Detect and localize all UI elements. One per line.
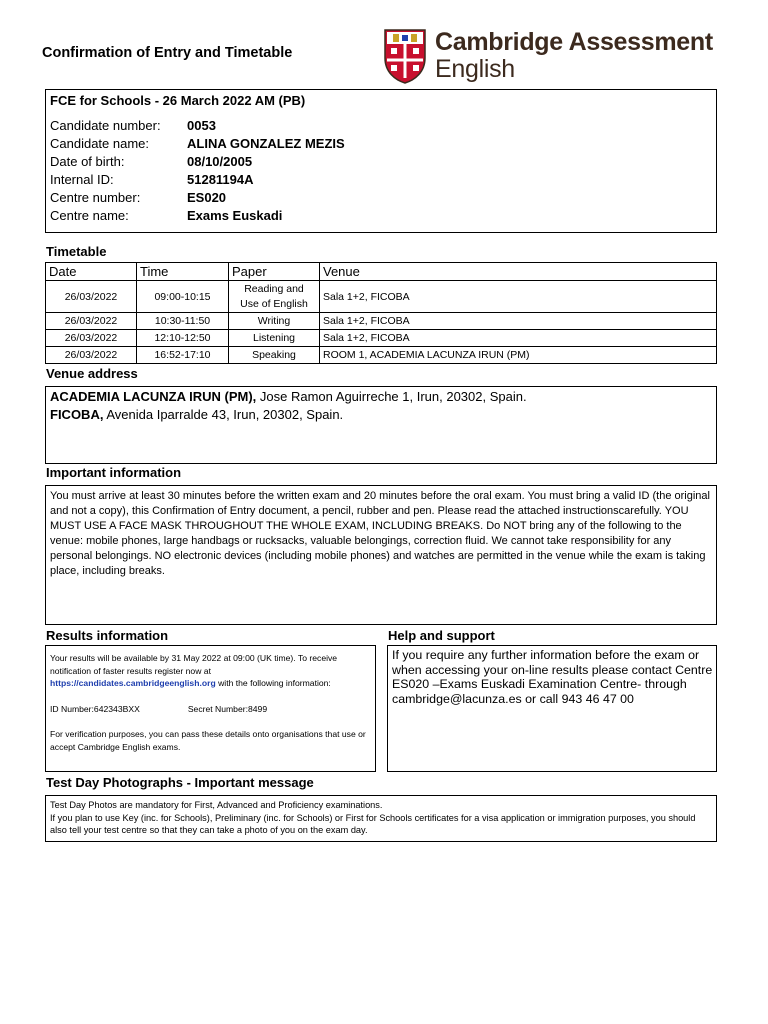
venue-line <box>50 407 343 422</box>
table-header-row <box>46 263 717 281</box>
cambridge-crest-icon <box>383 28 427 84</box>
secret-number: Secret Number:8499 <box>187 703 268 714</box>
help-support-box <box>387 645 717 772</box>
results-text: with the following information: <box>215 678 331 689</box>
paper-line: Use of English <box>240 297 308 310</box>
photos-line: Test Day Photos are mandatory for First, Advanced and Proficiency examinations. <box>50 800 383 810</box>
timetable-title: Timetable <box>46 244 107 259</box>
document-title: Confirmation of Entry and Timetable <box>42 45 293 61</box>
date-of-birth-row <box>50 154 252 172</box>
cell-venue: Sala 1+2, FICOBA <box>320 313 717 330</box>
cell-time: 12:10-12:50 <box>137 330 229 347</box>
brand-name-line1: Cambridge Assessment <box>435 28 713 56</box>
cell-date: 26/03/2022 <box>46 281 137 313</box>
centre-name: Exams Euskadi <box>187 208 283 223</box>
id-number: ID Number:642343BXX <box>50 703 140 714</box>
venue-address-title: Venue address <box>46 366 138 381</box>
cell-time: 09:00-10:15 <box>137 281 229 313</box>
table-row <box>46 313 717 330</box>
internal-id: 51281194A <box>187 172 254 187</box>
candidate-name: ALINA GONZALEZ MEZIS <box>187 136 345 151</box>
field-label: Centre number: <box>50 190 141 205</box>
cell-time: 16:52-17:10 <box>137 347 229 364</box>
cell-paper <box>229 281 320 313</box>
photos-text <box>50 799 714 837</box>
candidate-details-box <box>45 89 717 233</box>
centre-number-row <box>50 190 226 208</box>
photos-title: Test Day Photographs - Important message <box>46 775 314 790</box>
important-info-title: Important information <box>46 465 182 480</box>
field-label: Candidate number: <box>50 118 161 133</box>
photos-box <box>45 795 717 842</box>
important-info-text: You must arrive at least 30 minutes before the written exam and 20 minutes before the oral exam. You must bring a valid ID (the original and not a copy), this Confirmation of Entry document, a pencil, rubber and pen. Please read the attached instructionscarefully. YOU MUST USE A FACE MASK THROUGHOUT THE WHOLE EXAM, INCLUDING BREAKS. Do NOT bring any of the following to the venue: mobile phones, large handbags or rucksacks, valuable belongings, correction fluid. We cannot take responsibility for any personal belongings. NO electronic devices (including mobile phones) and watches are permitted in the venue while the exam is taking place, including breaks. <box>50 490 710 577</box>
candidate-name-row <box>50 136 345 154</box>
column-header-venue: Venue <box>320 263 717 281</box>
cell-time: 10:30-11:50 <box>137 313 229 330</box>
venue-name: FICOBA, <box>50 407 104 422</box>
results-info-title: Results information <box>46 628 169 643</box>
important-info-box <box>45 485 717 625</box>
venue-name: ACADEMIA LACUNZA IRUN (PM), <box>50 389 257 404</box>
cell-paper: Listening <box>229 330 320 347</box>
venue-line <box>50 389 527 404</box>
table-row <box>46 281 717 313</box>
field-label: Internal ID: <box>50 172 114 187</box>
candidate-number-row <box>50 118 216 136</box>
column-header-date: Date <box>46 263 137 281</box>
cell-venue: Sala 1+2, FICOBA <box>320 281 717 313</box>
cell-venue: Sala 1+2, FICOBA <box>320 330 717 347</box>
cambridge-logo <box>383 28 723 86</box>
table-row <box>46 330 717 347</box>
candidates-link[interactable]: https://candidates.cambridgeenglish.org <box>50 678 216 689</box>
cell-paper: Writing <box>229 313 320 330</box>
paper-line: Reading and <box>244 282 304 295</box>
help-support-title: Help and support <box>388 628 495 643</box>
candidate-number: 0053 <box>187 118 216 133</box>
venue-address-box <box>45 386 717 464</box>
table-row <box>46 347 717 364</box>
cell-date: 26/03/2022 <box>46 313 137 330</box>
column-header-paper: Paper <box>229 263 320 281</box>
cell-paper: Speaking <box>229 347 320 364</box>
results-text: Your results will be available by 31 May 2022 at 09:00 (UK time). To receive notification of faster results register now at <box>50 653 338 676</box>
venue-address: Avenida Iparralde 43, Irun, 20302, Spain. <box>103 407 344 422</box>
column-header-time: Time <box>137 263 229 281</box>
results-info-box <box>45 645 376 772</box>
venue-address: Jose Ramon Aguirreche 1, Irun, 20302, Spain. <box>256 389 527 404</box>
results-info-text <box>50 652 372 754</box>
date-of-birth: 08/10/2005 <box>187 154 253 169</box>
brand-name-line2: English <box>435 55 515 83</box>
cell-venue: ROOM 1, ACADEMIA LACUNZA IRUN (PM) <box>320 347 717 364</box>
cell-date: 26/03/2022 <box>46 347 137 364</box>
photos-line: If you plan to use Key (inc. for Schools), Preliminary (inc. for Schools) or First for Schools certificates for a visa application or immigration purposes, you should also tell your test centre so that they can take a photo of you on the exam day. <box>50 812 696 835</box>
exam-heading: FCE for Schools - 26 March 2022 AM (PB) <box>50 93 306 108</box>
field-label: Candidate name: <box>50 136 150 151</box>
verification-text: For verification purposes, you can pass these details onto organisations that use or accept Cambridge English exams. <box>50 729 366 752</box>
internal-id-row <box>50 172 254 190</box>
help-support-text: If you require any further information before the exam or when accessing your on-line results please contact Centre ES020 –Exams Euskadi Examination Centre- through cambridge@lacunza.es or call 943 46 47 00 <box>392 648 713 706</box>
timetable-table <box>45 262 717 364</box>
cell-date: 26/03/2022 <box>46 330 137 347</box>
centre-name-row <box>50 208 282 226</box>
field-label: Centre name: <box>50 208 129 223</box>
field-label: Date of birth: <box>50 154 125 169</box>
centre-number: ES020 <box>187 190 227 205</box>
